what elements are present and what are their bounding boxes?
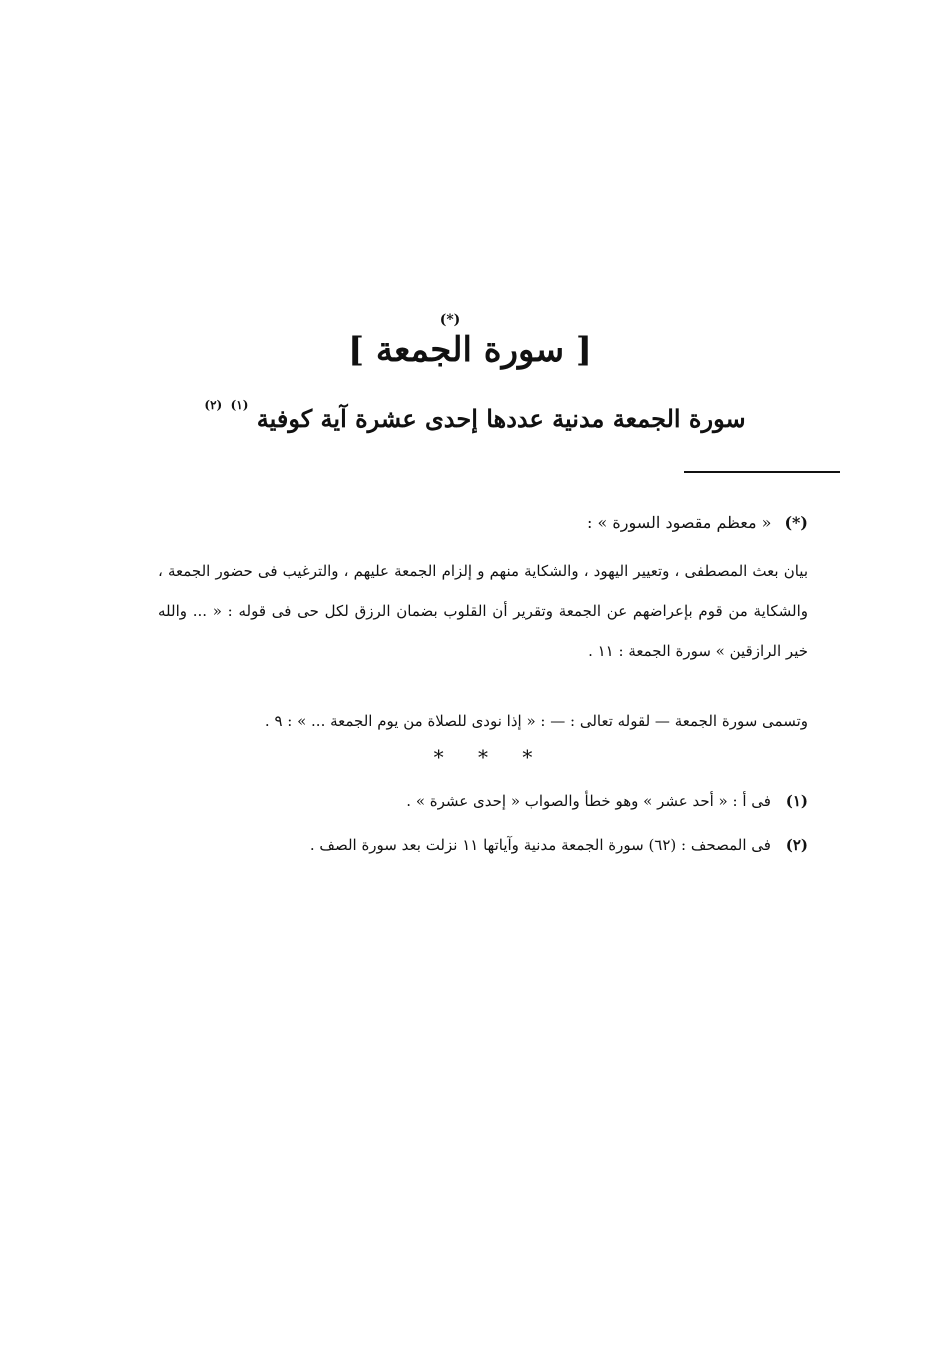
footnote-1 [148,786,808,816]
surah-subtitle [0,398,940,433]
subtitle-footnote-ref-2: (٢) [204,398,223,412]
footnote-2 [148,830,808,860]
footnote-number: (١) [785,792,808,810]
note-also-text: وتسمى سورة الجمعة — لقوله تعالى : — : « إذا نودى للصلاة من يوم الجمعة ... » : ٩ . [264,712,808,730]
subtitle-footnote-ref-1: (١) [230,398,249,412]
subtitle-text: سورة الجمعة مدنية عددها إحدى عشرة آية كوفية [256,404,746,433]
note-heading [128,503,808,543]
section-divider-stars: * * * [433,745,547,769]
note-heading-text: « معظم مقصود السورة » : [587,513,772,532]
footnote-number: (٢) [785,836,808,854]
title-note-marker: (*) [439,312,461,328]
footnote-text: فى أ : « أحد عشر » وهو خطأ والصواب « إحدى عشرة » . [406,792,771,810]
footnote-text: فى المصحف : (٦٢) سورة الجمعة مدنية وآياتها ١١ نزلت بعد سورة الصف . [309,836,771,854]
note-body-text: بيان بعث المصطفى ، وتعيير اليهود ، والشكاية منهم و إلزام الجمعة عليهم ، والترغيب فى حضور الجمعة ، والشكاية من قوم بإعراضهم عن الجمعة وتقرير أن القلوب بضمان الرزق لكل حى فى قوله : « ... والله خير الرازقين » سورة الجمعة : ١١ . [158,562,808,660]
note-body [158,551,808,671]
note-marker: (*) [784,513,808,532]
surah-title: [ سورة الجمعة ] [347,330,592,370]
section-separator-line [684,471,840,473]
